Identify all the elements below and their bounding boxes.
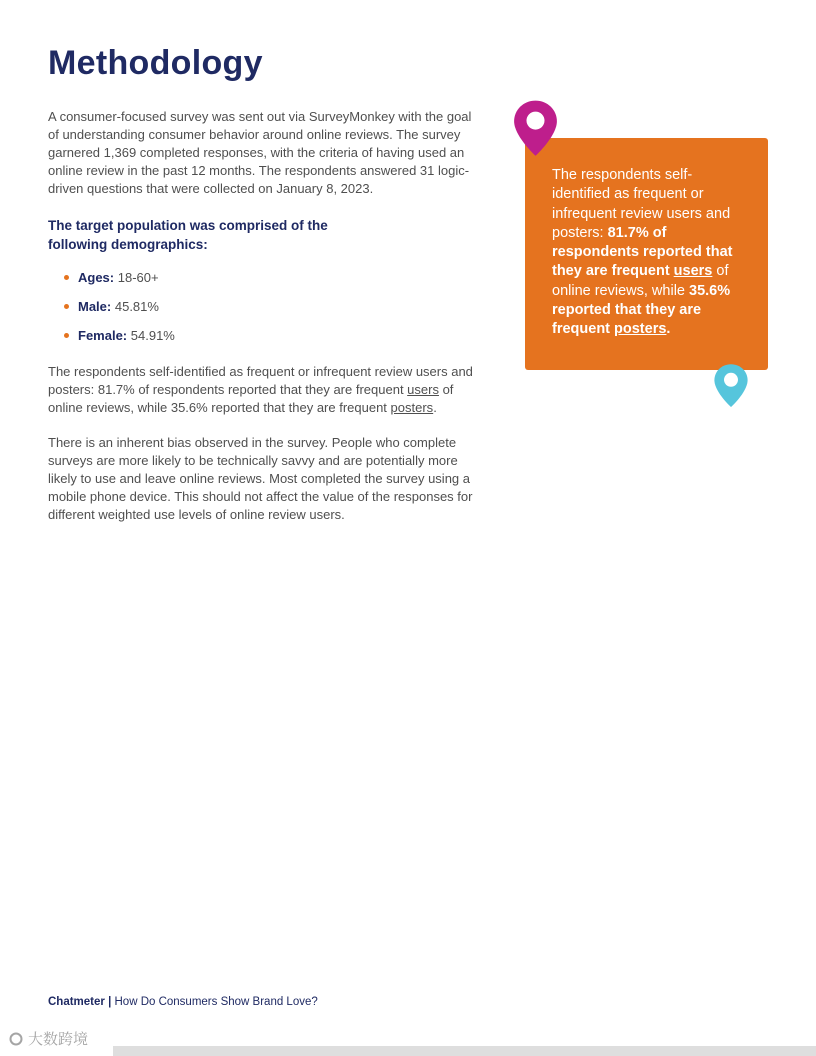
bullet-label: Male: — [78, 298, 112, 314]
bullet-label: Female: — [78, 327, 128, 343]
callout-text-segment-bold: . — [666, 321, 671, 338]
page-footer — [48, 996, 318, 1008]
demographics-subheading: The target population was comprised of the following demographics: — [48, 217, 328, 253]
callout-box — [525, 138, 768, 370]
callout-text-segment-bold: 81.7% of respondents reported that they are frequent — [552, 224, 733, 280]
map-pin-icon-teal — [712, 363, 750, 408]
bullet-value: 54.91% — [130, 327, 175, 343]
bottom-edge-band — [113, 1046, 816, 1056]
text-segment: of online reviews, while 35.6% reported that they are frequent — [48, 381, 454, 415]
bullet-value: 18-60+ — [117, 269, 159, 285]
text-segment-underlined: posters — [390, 399, 434, 415]
callout-text-segment: of online reviews, while — [552, 263, 729, 299]
list-item-female — [64, 327, 480, 345]
callout-text-segment-bold-underlined: posters — [614, 321, 667, 338]
list-item-ages — [64, 269, 480, 287]
watermark — [8, 1028, 88, 1049]
respondents-paragraph — [48, 363, 480, 417]
callout-text-segment: The respondents self-identified as frequent or infrequent review users and posters: — [552, 167, 731, 241]
demographics-list — [48, 269, 480, 345]
body-column — [48, 108, 480, 542]
callout-text-segment-bold-underlined: users — [673, 263, 713, 280]
bias-paragraph: There is an inherent bias observed in the survey. People who complete surveys are more likely to be technically savvy and are potentially more likely to use and leave online reviews. Most completed the survey using a mobile phone device. This should not affect the value of the responses for different weighted use levels of online review users. — [48, 435, 473, 523]
bullet-label: Ages: — [78, 269, 115, 285]
watermark-text: 大数跨境 — [28, 1031, 89, 1048]
watermark-logo-icon — [8, 1031, 24, 1047]
text-segment: . — [433, 399, 437, 415]
bullet-value: 45.81% — [114, 298, 159, 314]
footer-title: How Do Consumers Show Brand Love? — [111, 996, 318, 1008]
page-title: Methodology — [48, 44, 263, 82]
callout-text-segment-bold: 35.6% reported that they are frequent — [552, 282, 731, 338]
intro-paragraph: A consumer-focused survey was sent out via SurveyMonkey with the goal of understanding consumer behavior around online reviews. The survey garnered 1,369 completed responses, with the criteria of having used an online review in the past 12 months. The respondents answered 31 logic-driven questions that were collected on January 8, 2023. — [48, 109, 472, 196]
footer-brand: Chatmeter | — [48, 996, 112, 1008]
list-item-male — [64, 298, 480, 316]
map-pin-icon-magenta — [511, 99, 560, 157]
text-segment-underlined: users — [407, 381, 439, 397]
text-segment: The respondents self-identified as frequent or infrequent review users and posters: 81.7% of respondents reported that they are frequent — [48, 363, 473, 397]
